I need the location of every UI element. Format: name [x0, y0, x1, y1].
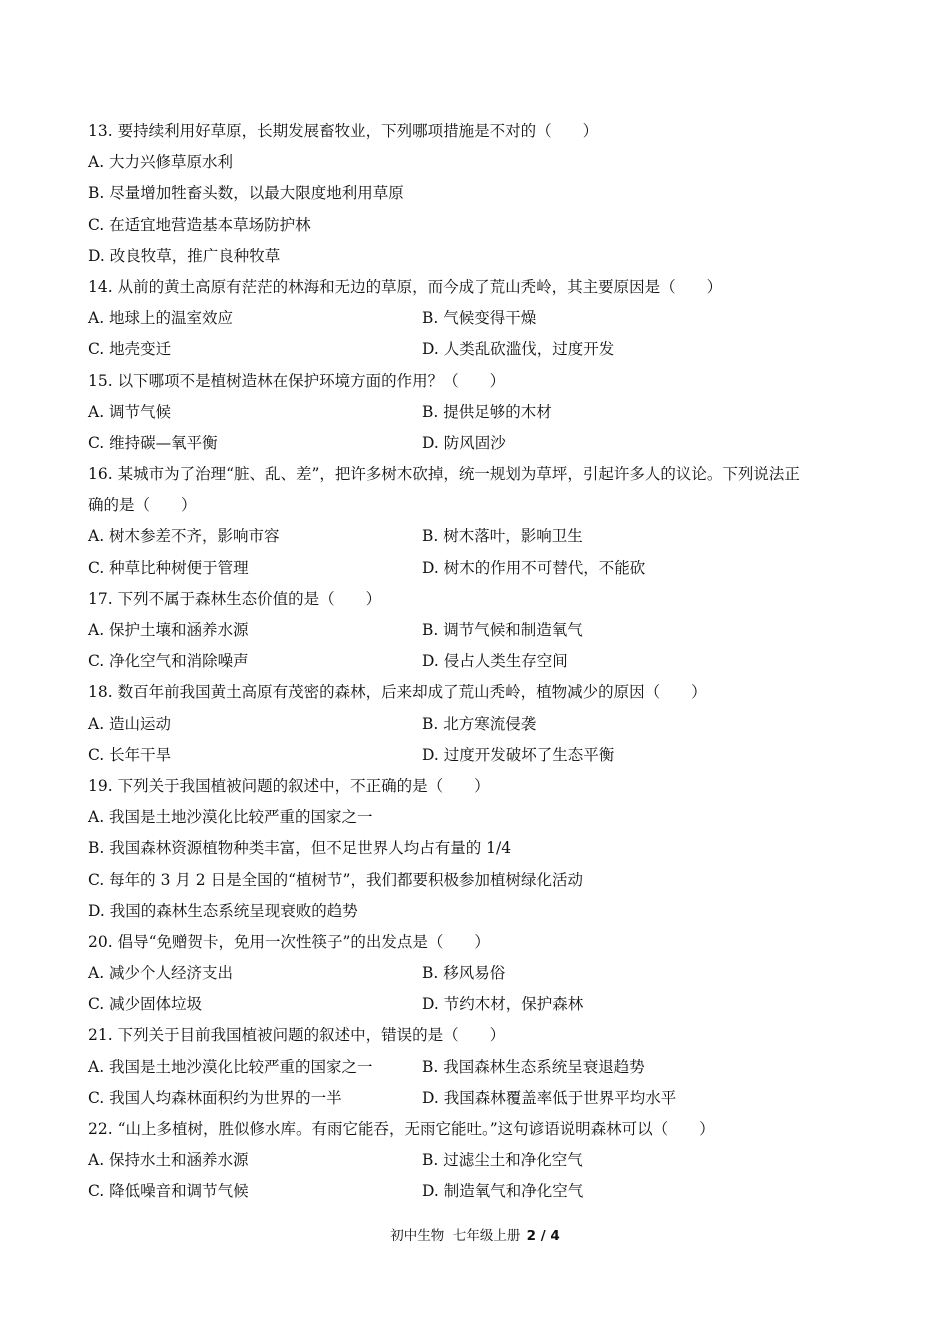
option-13-b: B. 尽量增加牲畜头数，以最大限度地利用草原 [88, 184, 404, 203]
option-20-c: C. 减少固体垃圾 [88, 995, 203, 1014]
option-19-c: C. 每年的 3 月 2 日是全国的“植树节”，我们都要积极参加植树绿化活动 [88, 870, 583, 889]
option-20-d: D. 节约木材，保护森林 [422, 995, 584, 1014]
question-stem-20: 20. 倡导“免赠贺卡，免用一次性筷子”的出发点是（ ） [88, 932, 490, 951]
option-row-15-cd [88, 428, 878, 459]
option-row-16-cd [88, 553, 878, 584]
option-22-d: D. 制造氧气和净化空气 [422, 1182, 584, 1201]
option-18-d: D. 过度开发破坏了生态平衡 [422, 745, 615, 764]
option-16-c: C. 种草比种树便于管理 [88, 558, 249, 577]
option-22-b: B. 过滤尘土和净化空气 [422, 1151, 583, 1170]
page-number: 2 / 4 [526, 1228, 560, 1244]
option-22-c: C. 降低噪音和调节气候 [88, 1182, 249, 1201]
option-row-22-cd [88, 1176, 878, 1207]
option-row-22-ab [88, 1145, 878, 1176]
question-stem-15: 15. 以下哪项不是植树造林在保护环境方面的作用？（ ） [88, 371, 506, 390]
question-list [88, 116, 878, 1208]
option-16-a: A. 树木参差不齐，影响市容 [88, 527, 280, 546]
page-footer [0, 1226, 950, 1246]
option-21-a: A. 我国是土地沙漠化比较严重的国家之一 [88, 1057, 373, 1076]
footer-subject: 初中生物 七年级上册 [390, 1228, 521, 1244]
option-14-b: B. 气候变得干燥 [422, 309, 537, 328]
option-row-20-ab [88, 958, 878, 989]
option-row-21-cd [88, 1083, 878, 1114]
option-row-21-ab [88, 1052, 878, 1083]
option-13-a: A. 大力兴修草原水利 [88, 153, 234, 172]
option-17-a: A. 保护土壤和涵养水源 [88, 621, 249, 639]
question-stem-19: 19. 下列关于我国植被问题的叙述中，不正确的是（ ） [88, 776, 490, 795]
option-18-a: A. 造山运动 [88, 714, 172, 733]
option-row-17-ab [88, 615, 878, 646]
option-15-a: A. 调节气候 [88, 402, 172, 421]
option-16-b: B. 树木落叶，影响卫生 [422, 527, 583, 546]
question-stem-18: 18. 数百年前我国黄土高原有茂密的森林，后来却成了荒山秃岭，植物减少的原因（ ） [88, 683, 707, 702]
option-row-18-cd [88, 740, 878, 771]
option-21-d: D. 我国森林覆盖率低于世界平均水平 [422, 1088, 677, 1107]
option-16-d: D. 树木的作用不可替代，不能砍 [422, 558, 646, 577]
option-row-14-cd [88, 334, 878, 365]
option-18-b: B. 北方寒流侵袭 [422, 714, 537, 733]
option-14-a: A. 地球上的温室效应 [88, 309, 234, 328]
option-15-c: C. 维持碳—氧平衡 [88, 433, 218, 452]
option-19-a: A. 我国是土地沙漠化比较严重的国家之一 [88, 808, 373, 827]
option-18-c: C. 长年干旱 [88, 745, 172, 764]
question-stem-13: 13. 要持续利用好草原，长期发展畜牧业，下列哪项措施是不对的（ ） [88, 122, 599, 140]
question-stem-17: 17. 下列不属于森林生态价值的是（ ） [88, 589, 382, 608]
option-17-b: B. 调节气候和制造氧气 [422, 621, 583, 639]
option-row-14-ab [88, 303, 878, 334]
option-row-16-ab [88, 521, 878, 552]
option-14-c: C. 地壳变迁 [88, 340, 172, 359]
option-22-a: A. 保持水土和涵养水源 [88, 1151, 249, 1170]
option-20-a: A. 减少个人经济支出 [88, 964, 234, 983]
option-row-15-ab [88, 397, 878, 428]
question-stem-14: 14. 从前的黄土高原有茫茫的林海和无边的草原，而今成了荒山秃岭，其主要原因是（ ） [88, 277, 723, 296]
option-row-18-ab [88, 709, 878, 740]
option-17-d: D. 侵占人类生存空间 [422, 652, 568, 671]
question-stem-16: 16. 某城市为了治理“脏、乱、差”，把许多树木砍掉，统一规划为草坪，引起许多人的议论。下列说法正 [88, 465, 800, 484]
option-14-d: D. 人类乱砍滥伐，过度开发 [422, 340, 615, 359]
option-13-c: C. 在适宜地营造基本草场防护林 [88, 215, 311, 234]
question-stem-16-cont: 确的是（ ） [88, 496, 197, 515]
option-21-c: C. 我国人均森林面积约为世界的一半 [88, 1088, 342, 1107]
option-15-d: D. 防风固沙 [422, 433, 506, 452]
question-stem-22: 22. “山上多植树，胜似修水库。有雨它能吞，无雨它能吐。”这句谚语说明森林可以（ ） [88, 1120, 715, 1138]
option-13-d: D. 改良牧草，推广良种牧草 [88, 246, 281, 265]
option-row-20-cd [88, 989, 878, 1020]
option-20-b: B. 移风易俗 [422, 964, 506, 983]
option-15-b: B. 提供足够的木材 [422, 402, 552, 421]
option-19-b: B. 我国森林资源植物种类丰富，但不足世界人均占有量的 1/4 [88, 839, 512, 858]
option-21-b: B. 我国森林生态系统呈衰退趋势 [422, 1057, 645, 1076]
option-17-c: C. 净化空气和消除噪声 [88, 652, 249, 671]
option-row-17-cd [88, 646, 878, 677]
question-stem-21: 21. 下列关于目前我国植被问题的叙述中，错误的是（ ） [88, 1026, 506, 1045]
option-19-d: D. 我国的森林生态系统呈现衰败的趋势 [88, 901, 358, 920]
